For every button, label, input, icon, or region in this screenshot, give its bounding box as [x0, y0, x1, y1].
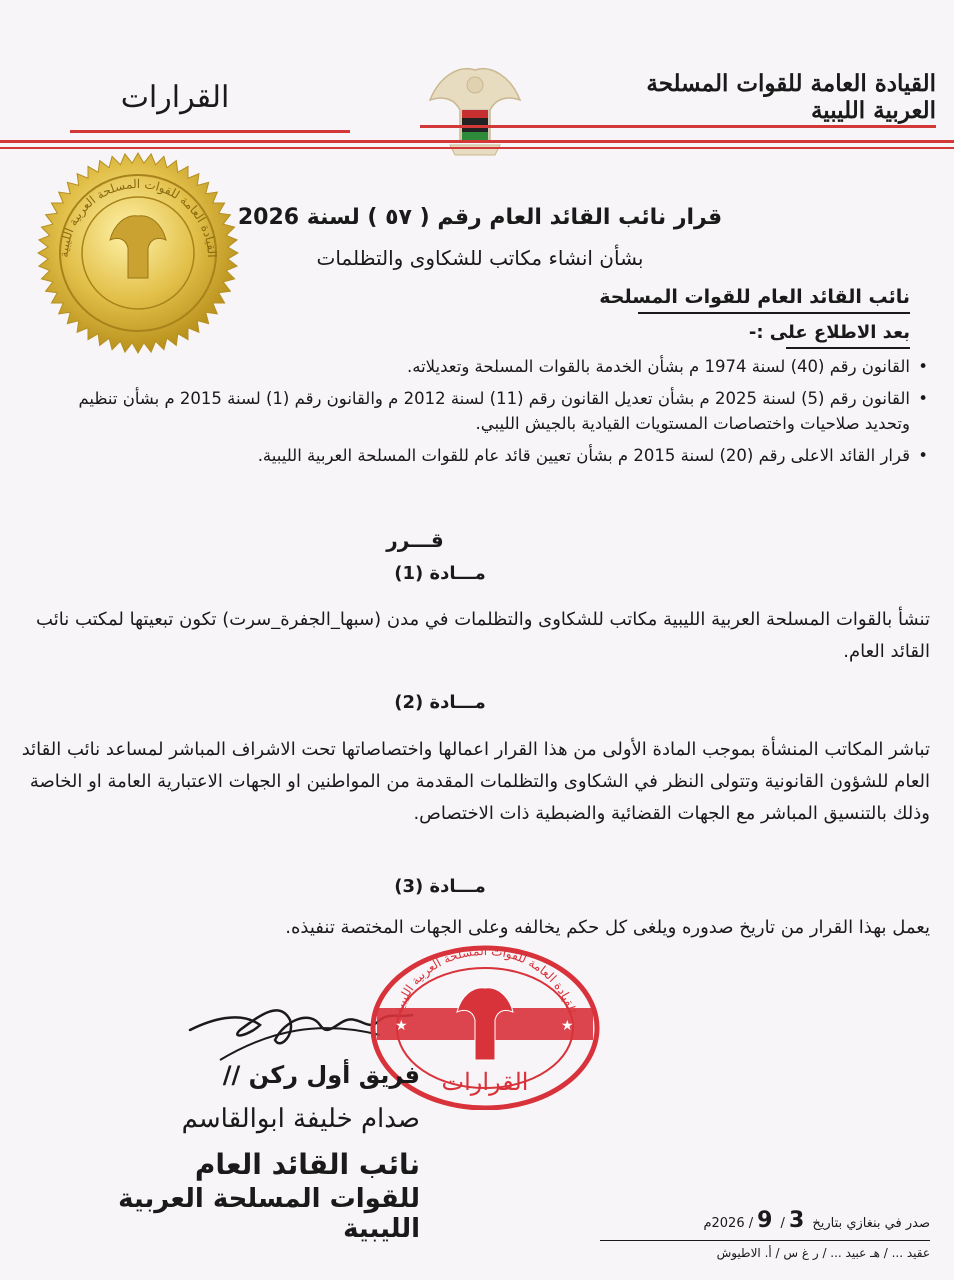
decision-title: قرار نائب القائد العام رقم ( ٥٧ ) لسنة 2026: [237, 205, 723, 230]
signatory-rank: فريق أول ركن //: [222, 1061, 420, 1089]
issue-prefix: صدر في بنغازي بتاريخ: [812, 1216, 930, 1231]
issue-year: 2026م: [703, 1216, 745, 1231]
issuing-authority: نائب القائد العام للقوات المسلحة: [599, 286, 910, 308]
article-3-text: يعمل بهذا القرار من تاريخ صدوره ويلغى كل حكم يخالفه وعلى الجهات المختصة تنفيذه.: [285, 917, 930, 938]
article-1-text: تنشأ بالقوات المسلحة العربية الليبية مكاتب للشكاوى والتظلمات في مدن (سبها_الجفرة_سرت) تكون تبعيتها لمكتب نائب القائد العام.: [36, 609, 930, 662]
reference-item: • القانون رقم (40) لسنة 1974 م بشأن الخدمة بالقوات المسلحة وتعديلاته.: [30, 354, 910, 379]
reference-item: • قرار القائد الاعلى رقم (20) لسنة 2015 م بشأن تعيين قائد عام للقوات المسلحة العربية الليبية.: [30, 443, 910, 468]
authority-underline: [638, 312, 910, 314]
references-underline: [786, 347, 910, 349]
issue-month: 9: [757, 1208, 773, 1233]
references-intro: بعد الاطلاع على :-: [748, 322, 910, 343]
stamp-label: القرارات: [441, 1068, 529, 1096]
header-department: القرارات: [120, 80, 230, 115]
footer-rule: [600, 1240, 930, 1241]
seal-text: القيادة العامة للقوات المسلحة العربية الليبية: [56, 176, 220, 258]
header-rule-right: [420, 125, 936, 128]
copies-line: عقيد ... / هـ عبيد ... / ر غ س / أ. الاطيوش: [716, 1246, 930, 1260]
decision-subtitle: بشأن انشاء مكاتب للشكاوى والتظلمات: [316, 246, 644, 270]
issue-day: 3: [788, 1208, 805, 1233]
header-organization: القيادة العامة للقوات المسلحة العربية الليبية: [646, 70, 936, 124]
gold-seal: [28, 148, 248, 358]
issue-place-date: صدر في بنغازي بتاريخ 3/ 9/ 2026م: [703, 1208, 930, 1233]
signatory-name: صدام خليفة ابوالقاسم: [181, 1104, 420, 1134]
reference-item: • القانون رقم (5) لسنة 2025 م بشأن تعديل القانون رقم (11) لسنة 2012 م والقانون رقم (1) لسنة 2015 م بشأن تنظيم وتحديد صلاحيات واختصاصات المستويات القيادية بالجيش الليبي.: [30, 386, 910, 436]
article-2-text: تباشر المكاتب المنشأة بموجب المادة الأولى من هذا القرار اعمالها واختصاصاتها تحت الاشراف المباشر لمساعد نائب القائد العام للشؤون القانونية وتتولى النظر في الشكاوى والتظلمات المقدمة من المواطنين او الجهات الاعتبارية العامة او الخاصة وذلك بالتنسيق المباشر مع الجهات القضائية والضبطية ذات الاختصاص.: [21, 739, 930, 824]
svg-text:★: ★: [395, 1018, 408, 1034]
header-rule-full: [0, 140, 954, 143]
article-2-heading: مـــادة (2): [394, 692, 486, 713]
header-rule-left: [70, 130, 350, 133]
article-1-heading: مـــادة (1): [394, 563, 486, 584]
signatory-position-line1: نائب القائد العام: [194, 1148, 420, 1181]
stamp-text: القيادة العامة للقوات المسلحة العربية الليبية: [391, 943, 579, 1015]
signatory-position-line2: للقوات المسلحة العربية الليبية: [118, 1184, 420, 1244]
article-3-heading: مـــادة (3): [394, 876, 486, 897]
svg-text:★: ★: [561, 1018, 574, 1034]
decision-heading: قـــرر: [386, 528, 444, 552]
references-list: [30, 354, 930, 475]
